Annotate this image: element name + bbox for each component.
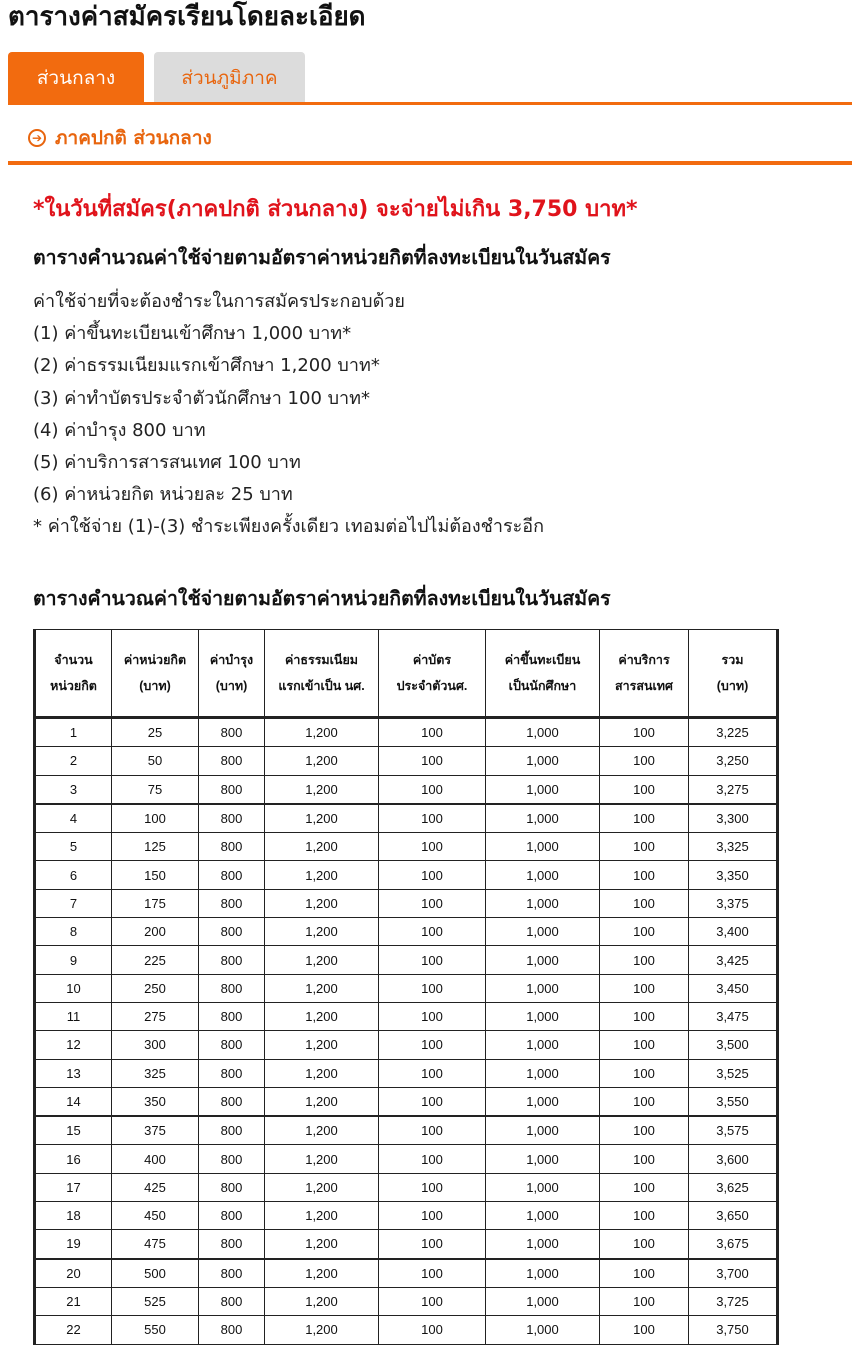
table-cell: 100 [600,946,689,974]
table-cell: 100 [379,946,486,974]
table-cell: 15 [35,1116,112,1145]
table-cell: 1,200 [265,1116,379,1145]
table-cell: 3,450 [689,974,778,1002]
table-cell: 100 [379,1173,486,1201]
tab-underline [8,102,852,105]
table-row [35,1259,778,1288]
fee-item: (4) ค่าบำรุง 800 บาท [33,419,206,441]
table-cell: 100 [600,918,689,946]
table-cell: 225 [112,946,199,974]
table-cell: 800 [199,918,265,946]
fee-note: * ค่าใช้จ่าย (1)-(3) ชำระเพียงครั้งเดียว เทอมต่อไปไม่ต้องชำระอีก [33,516,544,538]
table-cell: 800 [199,889,265,917]
fee-item: (3) ค่าทำบัตรประจำตัวนักศึกษา 100 บาท* [33,387,371,409]
table-cell: 1,000 [486,1059,600,1087]
table-cell: 3,550 [689,1087,778,1116]
table-cell: 100 [379,1259,486,1288]
table-cell: 11 [35,1002,112,1030]
table-cell: 1,200 [265,946,379,974]
table-cell: 100 [379,861,486,889]
table-row [35,1230,778,1259]
table-cell: 1,200 [265,833,379,861]
fee-item: (6) ค่าหน่วยกิต หน่วยละ 25 บาท [33,484,293,506]
table-cell: 100 [600,1059,689,1087]
table-cell: 1,200 [265,775,379,804]
table-cell: 100 [379,1087,486,1116]
fee-intro: ค่าใช้จ่ายที่จะต้องชำระในการสมัครประกอบด้วย [33,291,405,312]
table-row [35,1316,778,1344]
table-cell: 1,000 [486,1230,600,1259]
table-cell: 25 [112,718,199,747]
table-cell: 325 [112,1059,199,1087]
table-cell: 800 [199,1031,265,1059]
fee-item: (5) ค่าบริการสารสนเทศ 100 บาท [33,452,301,474]
table-cell: 800 [199,1230,265,1259]
table-cell: 75 [112,775,199,804]
col-header-maintenance: ค่าบำรุง (บาท) [199,630,265,718]
col-header-total: รวม (บาท) [689,630,778,718]
table-cell: 3,650 [689,1202,778,1230]
table-cell: 425 [112,1173,199,1201]
table-cell: 800 [199,804,265,833]
table-body [35,718,778,1345]
table-cell: 1,000 [486,861,600,889]
section-label: ภาคปกติ ส่วนกลาง [55,127,212,149]
table-cell: 1,000 [486,833,600,861]
table-cell: 16 [35,1145,112,1173]
table-cell: 3,250 [689,747,778,775]
table-cell: 6 [35,861,112,889]
table-cell: 800 [199,1059,265,1087]
table-cell: 175 [112,889,199,917]
calc-table-heading-2: ตารางคำนวณค่าใช้จ่ายตามอัตราค่าหน่วยกิตที่ลงทะเบียนในวันสมัคร [33,587,611,610]
table-cell: 100 [600,718,689,747]
table-cell: 800 [199,1287,265,1315]
table-row [35,1202,778,1230]
table-row [35,718,778,747]
table-cell: 1,200 [265,1173,379,1201]
table-cell: 1,000 [486,1202,600,1230]
table-cell: 18 [35,1202,112,1230]
table-cell: 800 [199,1116,265,1145]
table-cell: 50 [112,747,199,775]
table-cell: 5 [35,833,112,861]
table-row [35,1059,778,1087]
table-cell: 3,350 [689,861,778,889]
table-row [35,946,778,974]
table-cell: 100 [600,1287,689,1315]
col-header-entrance-fee: ค่าธรรมเนียม แรกเข้าเป็น นศ. [265,630,379,718]
table-cell: 100 [600,861,689,889]
table-cell: 400 [112,1145,199,1173]
table-cell: 100 [600,1202,689,1230]
table-cell: 100 [600,833,689,861]
table-cell: 150 [112,861,199,889]
table-cell: 800 [199,718,265,747]
table-cell: 800 [199,1173,265,1201]
table-cell: 800 [199,946,265,974]
table-cell: 100 [379,974,486,1002]
table-cell: 19 [35,1230,112,1259]
table-cell: 100 [379,918,486,946]
table-cell: 800 [199,1316,265,1344]
table-cell: 275 [112,1002,199,1030]
table-cell: 100 [600,804,689,833]
tab-regional[interactable]: ส่วนภูมิภาค [154,52,305,104]
fee-list [33,286,544,544]
table-cell: 12 [35,1031,112,1059]
table-cell: 1,200 [265,804,379,833]
fee-item: (2) ค่าธรรมเนียมแรกเข้าศึกษา 1,200 บาท* [33,355,380,377]
table-row [35,1287,778,1315]
table-cell: 100 [600,889,689,917]
table-cell: 100 [600,1230,689,1259]
table-cell: 200 [112,918,199,946]
table-cell: 3,575 [689,1116,778,1145]
table-cell: 125 [112,833,199,861]
table-row [35,1173,778,1201]
table-cell: 100 [379,1316,486,1344]
table-cell: 1,000 [486,804,600,833]
table-cell: 3,700 [689,1259,778,1288]
table-cell: 500 [112,1259,199,1288]
table-cell: 800 [199,775,265,804]
table-cell: 1,000 [486,1287,600,1315]
table-cell: 100 [379,833,486,861]
table-cell: 100 [379,1031,486,1059]
table-cell: 14 [35,1087,112,1116]
table-cell: 1,200 [265,1259,379,1288]
table-cell: 525 [112,1287,199,1315]
table-cell: 3,275 [689,775,778,804]
table-cell: 800 [199,974,265,1002]
col-header-id-card: ค่าบัตร ประจำตัวนศ. [379,630,486,718]
table-cell: 375 [112,1116,199,1145]
table-cell: 100 [600,1031,689,1059]
table-header-row [35,630,778,718]
table-cell: 1,000 [486,1145,600,1173]
table-cell: 800 [199,747,265,775]
table-cell: 800 [199,1202,265,1230]
section-header[interactable] [28,120,212,156]
table-cell: 100 [379,747,486,775]
table-cell: 1,000 [486,1173,600,1201]
circle-arrow-right-icon: ➔ [28,129,46,147]
table-cell: 550 [112,1316,199,1344]
table-cell: 1,000 [486,1087,600,1116]
table-row [35,804,778,833]
table-cell: 475 [112,1230,199,1259]
table-cell: 100 [379,775,486,804]
table-cell: 1,200 [265,747,379,775]
table-cell: 1,200 [265,1002,379,1030]
table-cell: 1,200 [265,974,379,1002]
table-row [35,775,778,804]
table-cell: 100 [379,1002,486,1030]
table-cell: 3,400 [689,918,778,946]
table-cell: 8 [35,918,112,946]
table-cell: 100 [379,1059,486,1087]
table-cell: 3,675 [689,1230,778,1259]
table-cell: 3,375 [689,889,778,917]
table-row [35,1002,778,1030]
table-row [35,833,778,861]
table-row [35,861,778,889]
table-cell: 100 [600,1173,689,1201]
table-row [35,1145,778,1173]
table-cell: 100 [379,804,486,833]
table-cell: 1,000 [486,1116,600,1145]
section-divider [8,161,852,165]
table-cell: 1,000 [486,1031,600,1059]
table-row [35,1031,778,1059]
table-cell: 3,300 [689,804,778,833]
col-header-info-service: ค่าบริการ สารสนเทศ [600,630,689,718]
table-cell: 3 [35,775,112,804]
table-cell: 1,000 [486,889,600,917]
page-title: ตารางค่าสมัครเรียนโดยละเอียด [8,2,366,32]
table-cell: 3,225 [689,718,778,747]
table-cell: 800 [199,833,265,861]
table-cell: 800 [199,1259,265,1288]
table-cell: 1,200 [265,861,379,889]
table-cell: 450 [112,1202,199,1230]
table-cell: 2 [35,747,112,775]
table-cell: 3,600 [689,1145,778,1173]
table-cell: 3,425 [689,946,778,974]
table-cell: 100 [600,1002,689,1030]
table-cell: 1,000 [486,747,600,775]
table-row [35,918,778,946]
table-cell: 350 [112,1087,199,1116]
table-cell: 100 [600,1316,689,1344]
fee-table [33,629,779,1345]
table-cell: 1,200 [265,918,379,946]
table-cell: 20 [35,1259,112,1288]
table-cell: 100 [600,775,689,804]
table-cell: 250 [112,974,199,1002]
table-cell: 1,200 [265,718,379,747]
table-cell: 100 [600,1259,689,1288]
table-cell: 100 [600,747,689,775]
table-cell: 100 [379,1287,486,1315]
col-header-credit-fee: ค่าหน่วยกิต (บาท) [112,630,199,718]
table-cell: 1,000 [486,974,600,1002]
table-cell: 100 [379,1116,486,1145]
col-header-registration: ค่าขึ้นทะเบียน เป็นนักศึกษา [486,630,600,718]
table-cell: 22 [35,1316,112,1344]
table-cell: 1,200 [265,1316,379,1344]
table-cell: 3,625 [689,1173,778,1201]
table-cell: 800 [199,1087,265,1116]
table-cell: 100 [600,1116,689,1145]
table-cell: 1,000 [486,1002,600,1030]
table-cell: 100 [379,718,486,747]
table-cell: 100 [379,889,486,917]
table-cell: 300 [112,1031,199,1059]
table-row [35,889,778,917]
table-cell: 1,200 [265,1145,379,1173]
table-row [35,1087,778,1116]
table-cell: 100 [600,1145,689,1173]
table-cell: 3,500 [689,1031,778,1059]
table-cell: 3,475 [689,1002,778,1030]
table-cell: 1,000 [486,775,600,804]
col-header-credits: จำนวน หน่วยกิต [35,630,112,718]
table-cell: 100 [600,974,689,1002]
table-cell: 7 [35,889,112,917]
table-cell: 1,000 [486,918,600,946]
table-cell: 4 [35,804,112,833]
table-cell: 800 [199,1145,265,1173]
table-cell: 3,525 [689,1059,778,1087]
table-cell: 9 [35,946,112,974]
fee-item: (1) ค่าขึ้นทะเบียนเข้าศึกษา 1,000 บาท* [33,323,352,345]
table-cell: 3,750 [689,1316,778,1344]
table-cell: 1,000 [486,1316,600,1344]
table-row [35,747,778,775]
table-cell: 1,000 [486,718,600,747]
table-cell: 1 [35,718,112,747]
table-cell: 100 [112,804,199,833]
table-cell: 21 [35,1287,112,1315]
table-cell: 1,000 [486,946,600,974]
table-cell: 3,725 [689,1287,778,1315]
table-cell: 800 [199,1002,265,1030]
table-cell: 100 [600,1087,689,1116]
table-cell: 17 [35,1173,112,1201]
table-cell: 3,325 [689,833,778,861]
table-cell: 800 [199,861,265,889]
table-cell: 1,000 [486,1259,600,1288]
table-cell: 1,200 [265,1031,379,1059]
table-cell: 100 [379,1230,486,1259]
max-fee-notice: *ในวันที่สมัคร(ภาคปกติ ส่วนกลาง) จะจ่ายไม่เกิน 3,750 บาท* [33,197,638,222]
tab-central[interactable]: ส่วนกลาง [8,52,144,104]
table-cell: 100 [379,1202,486,1230]
table-cell: 1,200 [265,889,379,917]
tab-bar [8,52,852,104]
calc-table-heading: ตารางคำนวณค่าใช้จ่ายตามอัตราค่าหน่วยกิตที่ลงทะเบียนในวันสมัคร [33,246,611,269]
table-cell: 13 [35,1059,112,1087]
table-cell: 1,200 [265,1287,379,1315]
table-cell: 1,200 [265,1059,379,1087]
table-cell: 100 [379,1145,486,1173]
table-cell: 1,200 [265,1230,379,1259]
table-cell: 1,200 [265,1087,379,1116]
table-row [35,974,778,1002]
table-row [35,1116,778,1145]
table-cell: 1,200 [265,1202,379,1230]
table-cell: 10 [35,974,112,1002]
